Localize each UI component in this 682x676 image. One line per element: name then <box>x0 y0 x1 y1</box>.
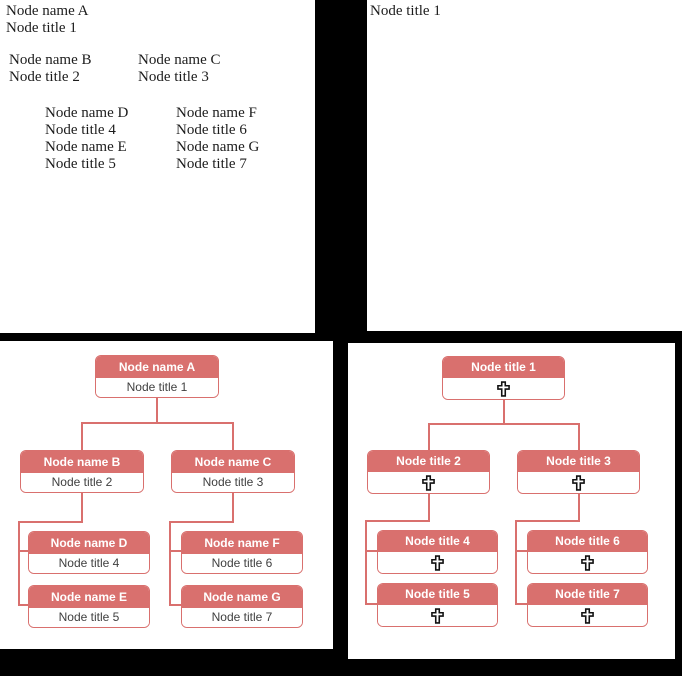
outline-root-title: Node title 1 <box>6 20 77 36</box>
org-node-n2 <box>367 450 490 494</box>
node-n5-title: Node title 5 <box>378 584 497 605</box>
node-n6-body <box>528 552 647 573</box>
connector-a-spread <box>81 422 234 424</box>
connector-n3-elbow-h <box>515 520 580 522</box>
org-chart-titles-panel <box>348 343 675 659</box>
node-n3-title: Node title 3 <box>518 451 639 472</box>
org-chart-names-panel <box>0 341 333 649</box>
node-b-name: Node name B <box>21 451 143 473</box>
connector-n2-elbow-h <box>365 520 430 522</box>
cross-icon <box>431 608 444 624</box>
org-node-n6 <box>527 530 648 574</box>
connector-stub-n5 <box>365 603 377 605</box>
cross-icon <box>581 608 594 624</box>
node-n7-title: Node title 7 <box>528 584 647 605</box>
connector-stub-n6 <box>515 550 527 552</box>
outline-c-name: Node name C <box>138 52 221 68</box>
connector-stub-d <box>18 550 28 552</box>
node-n6-title: Node title 6 <box>528 531 647 552</box>
node-a-title: Node title 1 <box>96 378 218 397</box>
node-g-name: Node name G <box>182 586 302 608</box>
cross-icon <box>431 555 444 571</box>
node-d-name: Node name D <box>29 532 149 554</box>
connector-c-riser <box>232 422 234 450</box>
node-d-title: Node title 4 <box>29 554 149 573</box>
node-n4-title: Node title 4 <box>378 531 497 552</box>
connector-c-drop <box>232 492 234 523</box>
org-node-n5 <box>377 583 498 627</box>
node-n1-body <box>443 378 564 399</box>
node-f-title: Node title 6 <box>182 554 302 573</box>
org-node-d <box>28 531 150 574</box>
node-n7-body <box>528 605 647 626</box>
outline-text-panel <box>0 0 315 333</box>
node-n5-body <box>378 605 497 626</box>
connector-stub-n7 <box>515 603 527 605</box>
node-c-name: Node name C <box>172 451 294 473</box>
node-g-title: Node title 7 <box>182 608 302 627</box>
connector-stub-n4 <box>365 550 377 552</box>
cross-icon <box>422 475 435 491</box>
outline-branch-b-block <box>9 52 91 86</box>
connector-a-drop <box>156 397 158 423</box>
org-node-c <box>171 450 295 493</box>
connector-b-elbow-h <box>18 521 82 523</box>
outline-d-name: Node name D <box>45 105 129 121</box>
node-f-name: Node name F <box>182 532 302 554</box>
outline-g-name: Node name G <box>176 139 260 155</box>
org-node-e <box>28 585 150 628</box>
node-n2-title: Node title 2 <box>368 451 489 472</box>
connector-n3-drop <box>578 493 580 521</box>
connector-n3-elbow-v <box>515 520 517 605</box>
outline-e-name: Node name E <box>45 139 127 155</box>
cross-icon <box>581 555 594 571</box>
outline-e-title: Node title 5 <box>45 156 116 172</box>
outline-b-name: Node name B <box>9 52 92 68</box>
outline-f-title: Node title 6 <box>176 122 247 138</box>
outline-branch-c-block <box>138 52 220 86</box>
connector-stub-f <box>169 550 181 552</box>
connector-c-elbow-v <box>169 521 171 606</box>
org-node-n1 <box>442 356 565 400</box>
connector-n2-elbow-v <box>365 520 367 605</box>
cross-icon <box>497 381 510 397</box>
org-node-n3 <box>517 450 640 494</box>
org-node-n4 <box>377 530 498 574</box>
outline-leaves-right-block <box>176 105 259 173</box>
node-n4-body <box>378 552 497 573</box>
org-node-g <box>181 585 303 628</box>
connector-n1-spread <box>428 423 580 425</box>
org-node-f <box>181 531 303 574</box>
node-e-name: Node name E <box>29 586 149 608</box>
outline-d-title: Node title 4 <box>45 122 116 138</box>
connector-stub-g <box>169 604 181 606</box>
connector-b-elbow-v <box>18 521 20 606</box>
outline-root-name: Node name A <box>6 3 89 19</box>
outline-c-title: Node title 3 <box>138 69 209 85</box>
outline-g-title: Node title 7 <box>176 156 247 172</box>
node-a-name: Node name A <box>96 356 218 378</box>
connector-n3-riser <box>578 423 580 450</box>
node-b-title: Node title 2 <box>21 473 143 492</box>
outline-leaves-left-block <box>45 105 128 173</box>
connector-n2-riser <box>428 423 430 450</box>
org-node-n7 <box>527 583 648 627</box>
org-node-b <box>20 450 144 493</box>
title-panel-text: Node title 1 <box>370 3 441 19</box>
org-node-a <box>95 355 219 398</box>
connector-c-elbow-h <box>169 521 234 523</box>
title-text-panel <box>367 0 682 331</box>
cross-icon <box>572 475 585 491</box>
node-n2-body <box>368 472 489 493</box>
connector-n1-drop <box>503 399 505 424</box>
connector-stub-e <box>18 604 28 606</box>
connector-b-riser <box>81 422 83 450</box>
connector-n2-drop <box>428 493 430 521</box>
outline-root-block <box>6 3 88 37</box>
connector-b-drop <box>81 492 83 523</box>
outline-b-title: Node title 2 <box>9 69 80 85</box>
node-c-title: Node title 3 <box>172 473 294 492</box>
node-n3-body <box>518 472 639 493</box>
outline-f-name: Node name F <box>176 105 257 121</box>
node-n1-title: Node title 1 <box>443 357 564 378</box>
node-e-title: Node title 5 <box>29 608 149 627</box>
